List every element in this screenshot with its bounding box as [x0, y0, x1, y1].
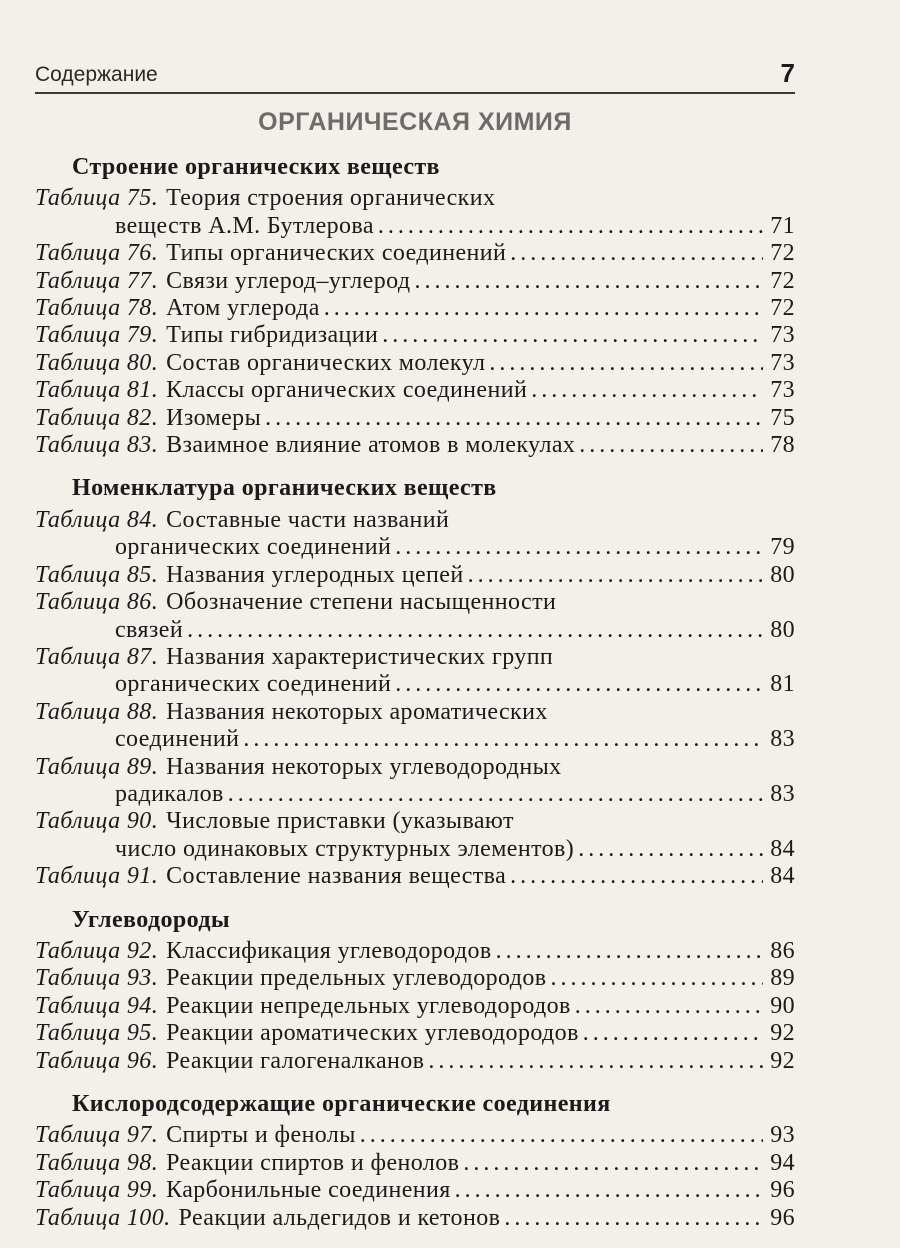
- entry-title: Реакции галогеналканов: [166, 1047, 425, 1074]
- dot-leader: [382, 322, 763, 349]
- entry-line: [35, 1048, 795, 1075]
- toc-entry[interactable]: [35, 268, 795, 295]
- dot-leader: [531, 377, 763, 404]
- entry-line: [35, 1150, 795, 1177]
- toc-section: [35, 1091, 795, 1232]
- entry-title: Названия характеристических групп: [166, 643, 554, 670]
- entry-line: [35, 644, 795, 671]
- entry-title: Названия некоторых углеводородных: [166, 753, 562, 780]
- entry-line: [35, 1177, 795, 1204]
- entry-title: органических соединений: [115, 671, 392, 698]
- entry-title: Составные части названий: [166, 506, 450, 533]
- entry-page: 84: [770, 835, 795, 862]
- entry-line: [35, 617, 795, 644]
- toc-entry[interactable]: [35, 589, 795, 644]
- entry-title: Реакции спиртов и фенолов: [166, 1149, 460, 1176]
- dot-leader: [510, 240, 763, 267]
- entry-page: 73: [770, 377, 795, 404]
- dot-leader: [504, 1205, 763, 1232]
- table-label: Таблица 76.: [35, 240, 159, 267]
- entry-line: [35, 534, 795, 561]
- entry-title: соединений: [115, 726, 240, 753]
- table-label: Таблица 96.: [35, 1047, 159, 1074]
- dot-leader: [395, 534, 763, 561]
- entry-line: [35, 377, 795, 404]
- toc-entry[interactable]: [35, 863, 795, 890]
- entry-line: [35, 268, 795, 295]
- entry-page: 72: [770, 267, 795, 294]
- entry-title: веществ А.М. Бутлерова: [115, 212, 374, 239]
- dot-leader: [496, 938, 763, 965]
- entry-title: Числовые приставки (указывают: [166, 808, 514, 835]
- entry-page: 86: [770, 937, 795, 964]
- toc-entry[interactable]: [35, 432, 795, 459]
- toc-section: [35, 907, 795, 1075]
- entry-title: Названия некоторых ароматических: [166, 698, 548, 725]
- header-title: Содержание: [35, 63, 158, 86]
- section-heading: Номенклатура органических веществ: [72, 475, 497, 502]
- dot-leader: [378, 213, 763, 240]
- toc-entry[interactable]: [35, 1122, 795, 1149]
- entry-title: Реакции предельных углеводородов: [166, 965, 547, 992]
- entry-title: Обозначение степени насыщенности: [166, 589, 557, 616]
- entry-title: Атом углерода: [166, 295, 320, 322]
- running-header: [35, 58, 795, 94]
- toc-entry[interactable]: [35, 1177, 795, 1204]
- entry-page: 72: [770, 295, 795, 322]
- entry-title: Изомеры: [166, 404, 262, 431]
- toc-entry[interactable]: [35, 322, 795, 349]
- toc-entry[interactable]: [35, 965, 795, 992]
- entry-page: 96: [770, 1177, 795, 1204]
- entry-line: [35, 240, 795, 267]
- entry-title: Спирты и фенолы: [166, 1122, 356, 1149]
- entry-line: [35, 185, 795, 212]
- toc-entry[interactable]: [35, 377, 795, 404]
- toc-entry[interactable]: [35, 295, 795, 322]
- table-label: Таблица 78.: [35, 295, 159, 322]
- entry-page: 89: [770, 965, 795, 992]
- table-label: Таблица 87.: [35, 643, 159, 670]
- entry-title: Классификация углеводородов: [166, 937, 492, 964]
- dot-leader: [575, 993, 763, 1020]
- toc-entry[interactable]: [35, 507, 795, 562]
- entry-line: [35, 1020, 795, 1047]
- table-label: Таблица 82.: [35, 404, 159, 431]
- entry-page: 83: [770, 780, 795, 807]
- toc-entry[interactable]: [35, 562, 795, 589]
- entry-line: [35, 213, 795, 240]
- toc-entry[interactable]: [35, 993, 795, 1020]
- table-label: Таблица 83.: [35, 432, 159, 459]
- entry-line: [35, 589, 795, 616]
- entry-title: Типы органических соединений: [166, 240, 507, 267]
- dot-leader: [550, 965, 763, 992]
- entry-line: [35, 754, 795, 781]
- toc-entry[interactable]: [35, 808, 795, 863]
- section-heading: Кислородсодержащие органические соединения: [72, 1091, 611, 1117]
- dot-leader: [428, 1048, 763, 1075]
- table-label: Таблица 84.: [35, 506, 159, 533]
- toc-entry[interactable]: [35, 350, 795, 377]
- dot-leader: [510, 863, 763, 890]
- table-label: Таблица 75.: [35, 185, 159, 212]
- entry-line: [35, 781, 795, 808]
- entry-page: 75: [770, 404, 795, 431]
- entry-line: [35, 405, 795, 432]
- entry-title: Состав органических молекул: [166, 349, 486, 376]
- toc-entry[interactable]: [35, 1020, 795, 1047]
- entry-page: 96: [770, 1204, 795, 1231]
- entry-title: число одинаковых структурных элементов): [115, 835, 575, 862]
- dot-leader: [243, 726, 763, 753]
- entry-line: [35, 671, 795, 698]
- entry-title: Связи углерод–углерод: [166, 267, 411, 294]
- entry-title: Реакции ароматических углеводородов: [166, 1020, 579, 1047]
- entry-title: органических соединений: [115, 534, 392, 561]
- entry-line: [35, 322, 795, 349]
- dot-leader: [265, 405, 763, 432]
- toc-entry[interactable]: [35, 699, 795, 754]
- entry-page: 92: [770, 1020, 795, 1047]
- entry-line: [35, 965, 795, 992]
- entry-page: 94: [770, 1149, 795, 1176]
- table-label: Таблица 100.: [35, 1204, 171, 1231]
- entry-page: 83: [770, 726, 795, 753]
- table-label: Таблица 89.: [35, 753, 159, 780]
- table-of-contents: [35, 154, 795, 1248]
- toc-section: [35, 154, 795, 459]
- entry-line: [35, 507, 795, 534]
- entry-page: 73: [770, 349, 795, 376]
- entry-line: [35, 1205, 795, 1232]
- part-title: ОРГАНИЧЕСКАЯ ХИМИЯ: [258, 108, 572, 136]
- entry-line: [35, 993, 795, 1020]
- entry-page: 92: [770, 1047, 795, 1074]
- entry-line: [35, 350, 795, 377]
- entry-title: Карбонильные соединения: [166, 1177, 451, 1204]
- entry-line: [35, 562, 795, 589]
- toc-entry[interactable]: [35, 754, 795, 809]
- toc-section: [35, 475, 795, 890]
- table-label: Таблица 79.: [35, 322, 159, 349]
- table-label: Таблица 85.: [35, 561, 159, 588]
- table-label: Таблица 95.: [35, 1020, 159, 1047]
- table-label: Таблица 88.: [35, 698, 159, 725]
- dot-leader: [489, 350, 763, 377]
- table-label: Таблица 93.: [35, 965, 159, 992]
- table-label: Таблица 97.: [35, 1122, 159, 1149]
- table-label: Таблица 92.: [35, 937, 159, 964]
- entry-line: [35, 1122, 795, 1149]
- table-label: Таблица 98.: [35, 1149, 159, 1176]
- entry-page: 72: [770, 240, 795, 267]
- entry-page: 73: [770, 322, 795, 349]
- entry-line: [35, 726, 795, 753]
- dot-leader: [414, 268, 763, 295]
- table-label: Таблица 94.: [35, 992, 159, 1019]
- dot-leader: [468, 562, 763, 589]
- dot-leader: [579, 432, 763, 459]
- table-label: Таблица 77.: [35, 267, 159, 294]
- dot-leader: [583, 1020, 763, 1047]
- entry-page: 80: [770, 561, 795, 588]
- entry-title: Реакции непредельных углеводородов: [166, 992, 571, 1019]
- toc-entry[interactable]: [35, 938, 795, 965]
- toc-entry[interactable]: [35, 644, 795, 699]
- entry-title: Типы гибридизации: [166, 322, 379, 349]
- table-label: Таблица 80.: [35, 349, 159, 376]
- dot-leader: [463, 1150, 763, 1177]
- dot-leader: [578, 836, 763, 863]
- table-label: Таблица 99.: [35, 1177, 159, 1204]
- entry-page: 71: [770, 212, 795, 239]
- entry-line: [35, 836, 795, 863]
- dot-leader: [455, 1177, 763, 1204]
- section-heading: Углеводороды: [72, 906, 231, 933]
- section-heading: Строение органических веществ: [72, 154, 440, 180]
- entry-line: [35, 432, 795, 459]
- dot-leader: [187, 617, 763, 644]
- entry-page: 90: [770, 992, 795, 1019]
- page-number: 7: [780, 58, 795, 88]
- entry-page: 78: [770, 432, 795, 459]
- entry-page: 81: [770, 671, 795, 698]
- table-label: Таблица 86.: [35, 589, 159, 616]
- entry-line: [35, 295, 795, 322]
- table-label: Таблица 91.: [35, 863, 159, 890]
- toc-entry[interactable]: [35, 185, 795, 240]
- dot-leader: [360, 1122, 763, 1149]
- entry-title: связей: [115, 616, 184, 643]
- entry-title: Теория строения органических: [166, 185, 496, 212]
- entry-line: [35, 863, 795, 890]
- table-label: Таблица 81.: [35, 377, 159, 404]
- entry-title: Составление названия вещества: [166, 863, 507, 890]
- entry-title: радикалов: [115, 780, 224, 807]
- toc-entry[interactable]: [35, 405, 795, 432]
- toc-entry[interactable]: [35, 1205, 795, 1232]
- entry-title: Названия углеродных цепей: [166, 561, 464, 588]
- dot-leader: [395, 671, 763, 698]
- dot-leader: [228, 781, 763, 808]
- dot-leader: [324, 295, 763, 322]
- entry-page: 93: [770, 1122, 795, 1149]
- table-label: Таблица 90.: [35, 808, 159, 835]
- toc-entry[interactable]: [35, 1150, 795, 1177]
- entry-page: 79: [770, 534, 795, 561]
- entry-title: Реакции альдегидов и кетонов: [178, 1204, 501, 1231]
- entry-title: Взаимное влияние атомов в молекулах: [166, 432, 576, 459]
- toc-entry[interactable]: [35, 240, 795, 267]
- entry-title: Классы органических соединений: [166, 377, 528, 404]
- toc-entry[interactable]: [35, 1048, 795, 1075]
- entry-line: [35, 938, 795, 965]
- entry-line: [35, 808, 795, 835]
- entry-page: 80: [770, 616, 795, 643]
- entry-page: 84: [770, 863, 795, 890]
- entry-line: [35, 699, 795, 726]
